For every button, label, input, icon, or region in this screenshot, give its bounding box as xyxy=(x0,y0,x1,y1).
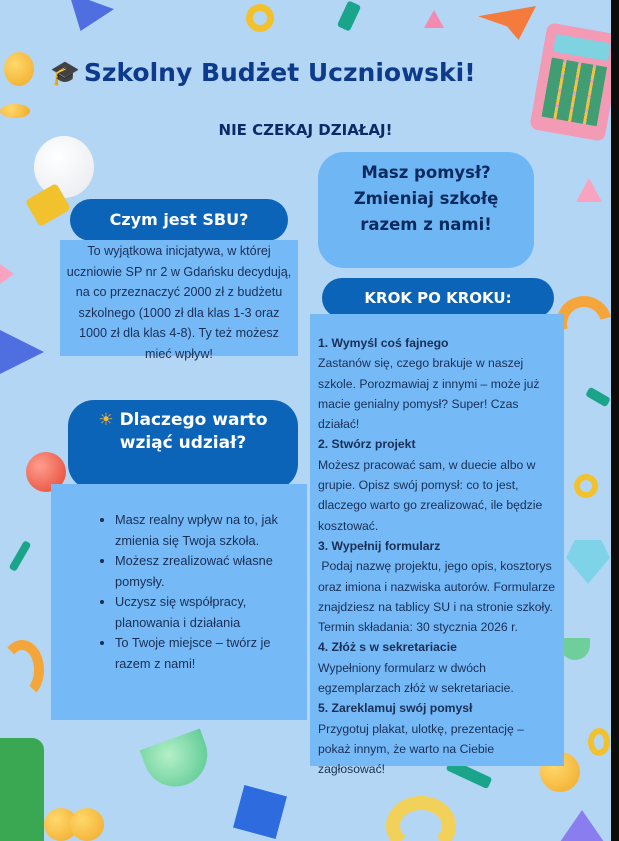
coin-shape xyxy=(70,808,104,841)
idea-bubble xyxy=(318,152,534,268)
list-item: • Uczysz się współpracy, planowania i działania xyxy=(115,592,297,633)
list-item: • To Twoje miejsce – twórz je razem z nami! xyxy=(115,633,297,674)
why-heading-text: Dlaczego warto wziąć udział? xyxy=(119,410,268,453)
backpack-icon xyxy=(0,738,44,841)
sbu-description: To wyjątkowa inicjatywa, w której uczniowie SP nr 2 w Gdańsku decydują, na co przeznaczyć 2000 zł z budżetu szkolnego (1000 zł dla klas 1-3 oraz 1000 zł dla klas 4-8). Ty też możesz mieć wpływ! xyxy=(60,240,298,356)
sbu-heading xyxy=(70,199,288,241)
purple-pyramid-shape xyxy=(560,810,604,841)
list-item: • Masz realny wpływ na to, jak zmienia się Twoja szkoła. xyxy=(115,510,297,551)
yellow-ring-shape xyxy=(588,728,610,756)
sbu-heading-text: Czym jest SBU? xyxy=(109,210,249,229)
steps-panel xyxy=(310,314,564,777)
step-text: Zastanów się, czego brakuje w naszej szkole. Porozmawiaj z innymi – może już macie genialny pomysł? Super! Czas działać! xyxy=(318,356,540,432)
why-list xyxy=(51,484,307,720)
step-title: 1. Wymyśl coś fajnego xyxy=(318,336,449,350)
step-text: Wypełniony formularz w dwóch egzemplarzach złóż w sekretariacie. xyxy=(318,660,514,696)
green-stick-shape xyxy=(9,540,32,572)
step-title: 2. Stwórz projekt xyxy=(318,437,416,452)
paper-plane-icon xyxy=(478,6,536,40)
green-hemisphere-shape xyxy=(560,638,590,660)
why-heading xyxy=(68,400,298,490)
steps-heading xyxy=(322,278,554,318)
step-text: Przygotuj plakat, ulotkę, prezentację – pokaż innym, że warto na Ciebie zagłosować! xyxy=(318,721,524,777)
blue-cone-shape xyxy=(0,330,44,374)
coin-shape xyxy=(0,104,30,118)
diamond-shape xyxy=(566,540,610,584)
idea-bubble-text: Masz pomysł? Zmieniaj szkołę razem z nami! xyxy=(353,163,499,234)
yellow-ring-shape xyxy=(574,474,598,498)
blue-cone-shape xyxy=(58,0,114,39)
green-stick-shape xyxy=(337,0,362,31)
pink-pyramid-shape xyxy=(424,10,444,28)
page-title-text: Szkolny Budżet Uczniowski! xyxy=(83,58,476,87)
blue-cube-shape xyxy=(233,785,287,839)
page-subtitle: NIE CZEKAJ DZIAŁAJ! xyxy=(218,121,393,139)
pink-pyramid-shape xyxy=(576,178,602,202)
graduation-cap-icon: 🎓 xyxy=(50,59,80,87)
macaroni-shape xyxy=(386,796,456,841)
step-title: 4. Złóż s w sekretariacie xyxy=(318,640,457,655)
yellow-ring-shape xyxy=(246,4,274,32)
macaroni-shape xyxy=(0,640,44,700)
sun-icon: ☀ xyxy=(98,410,114,430)
light-bulb-icon xyxy=(34,136,94,198)
step-text: Podaj nazwę projektu, jego opis, kosztorys oraz imiona i nazwiska autorów. Formularze znajdziesz na tablicy SU i na stronie szkoły. Termin składania: 30 stycznia 2026 r. xyxy=(318,559,559,635)
step-text: Możesz pracować sam, w duecie albo w grupie. Opisz swój pomysł: co to jest, dlaczego warto go zrealizować, ile będzie kosztować. xyxy=(318,457,543,533)
steps-heading-text: KROK PO KROKU: xyxy=(364,289,512,307)
window-edge xyxy=(611,0,619,841)
step-title: 5. Zareklamuj swój pomysł xyxy=(318,701,473,716)
green-stick-shape xyxy=(585,387,611,408)
coin-shape xyxy=(4,52,34,86)
pink-pyramid-shape xyxy=(0,264,14,284)
list-item: • Możesz zrealizować własne pomysły. xyxy=(115,551,297,592)
step-title: 3. Wypełnij formularz xyxy=(318,538,441,553)
page-title xyxy=(50,58,570,87)
green-hemisphere-shape xyxy=(140,729,217,796)
